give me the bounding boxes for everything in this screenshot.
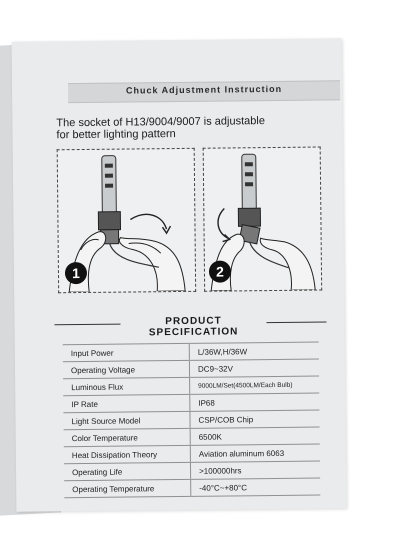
intro-line-2: for better lighting pattern (56, 128, 176, 142)
spec-rule-left (55, 324, 121, 326)
spec-value: DC9~32V (189, 359, 319, 377)
spec-value: IP68 (190, 393, 320, 411)
spec-label: IP Rate (63, 394, 190, 412)
spec-heading (54, 314, 326, 339)
table-row (64, 478, 320, 498)
intro-text (56, 114, 326, 141)
spec-label: Luminous Flux (63, 377, 190, 395)
spec-label: Color Temperature (64, 428, 191, 446)
instruction-sheet (12, 38, 347, 511)
spec-value: Aviation aluminum 6063 (190, 444, 320, 462)
header-title: Chuck Adjustment Instruction (125, 83, 283, 96)
spec-value: 9000LM/Set(4500LM/Each Bulb) (190, 376, 320, 394)
spec-value: >100000hrs (190, 461, 320, 479)
intro-line-1: The socket of H13/9004/9007 is adjustable (56, 115, 265, 130)
spec-value: CSP/COB Chip (190, 410, 320, 428)
spec-value: -40°C~+80°C (191, 478, 321, 496)
spec-label: Operating Life (64, 462, 191, 480)
step-2-illustration (203, 147, 323, 292)
spec-table (63, 342, 321, 499)
step-1-illustration (57, 148, 197, 293)
spec-rule-right (266, 321, 326, 323)
spec-title: PRODUCT SPECIFICATION (148, 315, 239, 339)
spec-label: Light Source Model (63, 411, 190, 429)
step-2-badge: 2 (209, 260, 231, 282)
spec-label: Operating Voltage (63, 360, 190, 378)
spec-label: Operating Temperature (64, 479, 191, 497)
header-bar (68, 80, 340, 103)
spec-label: Input Power (63, 343, 190, 361)
spec-label: Heat Dissipation Theory (64, 445, 191, 463)
spec-value: 6500K (190, 427, 320, 445)
spec-value: L/36W,H/36W (189, 342, 319, 360)
step-1-badge: 1 (65, 262, 87, 284)
